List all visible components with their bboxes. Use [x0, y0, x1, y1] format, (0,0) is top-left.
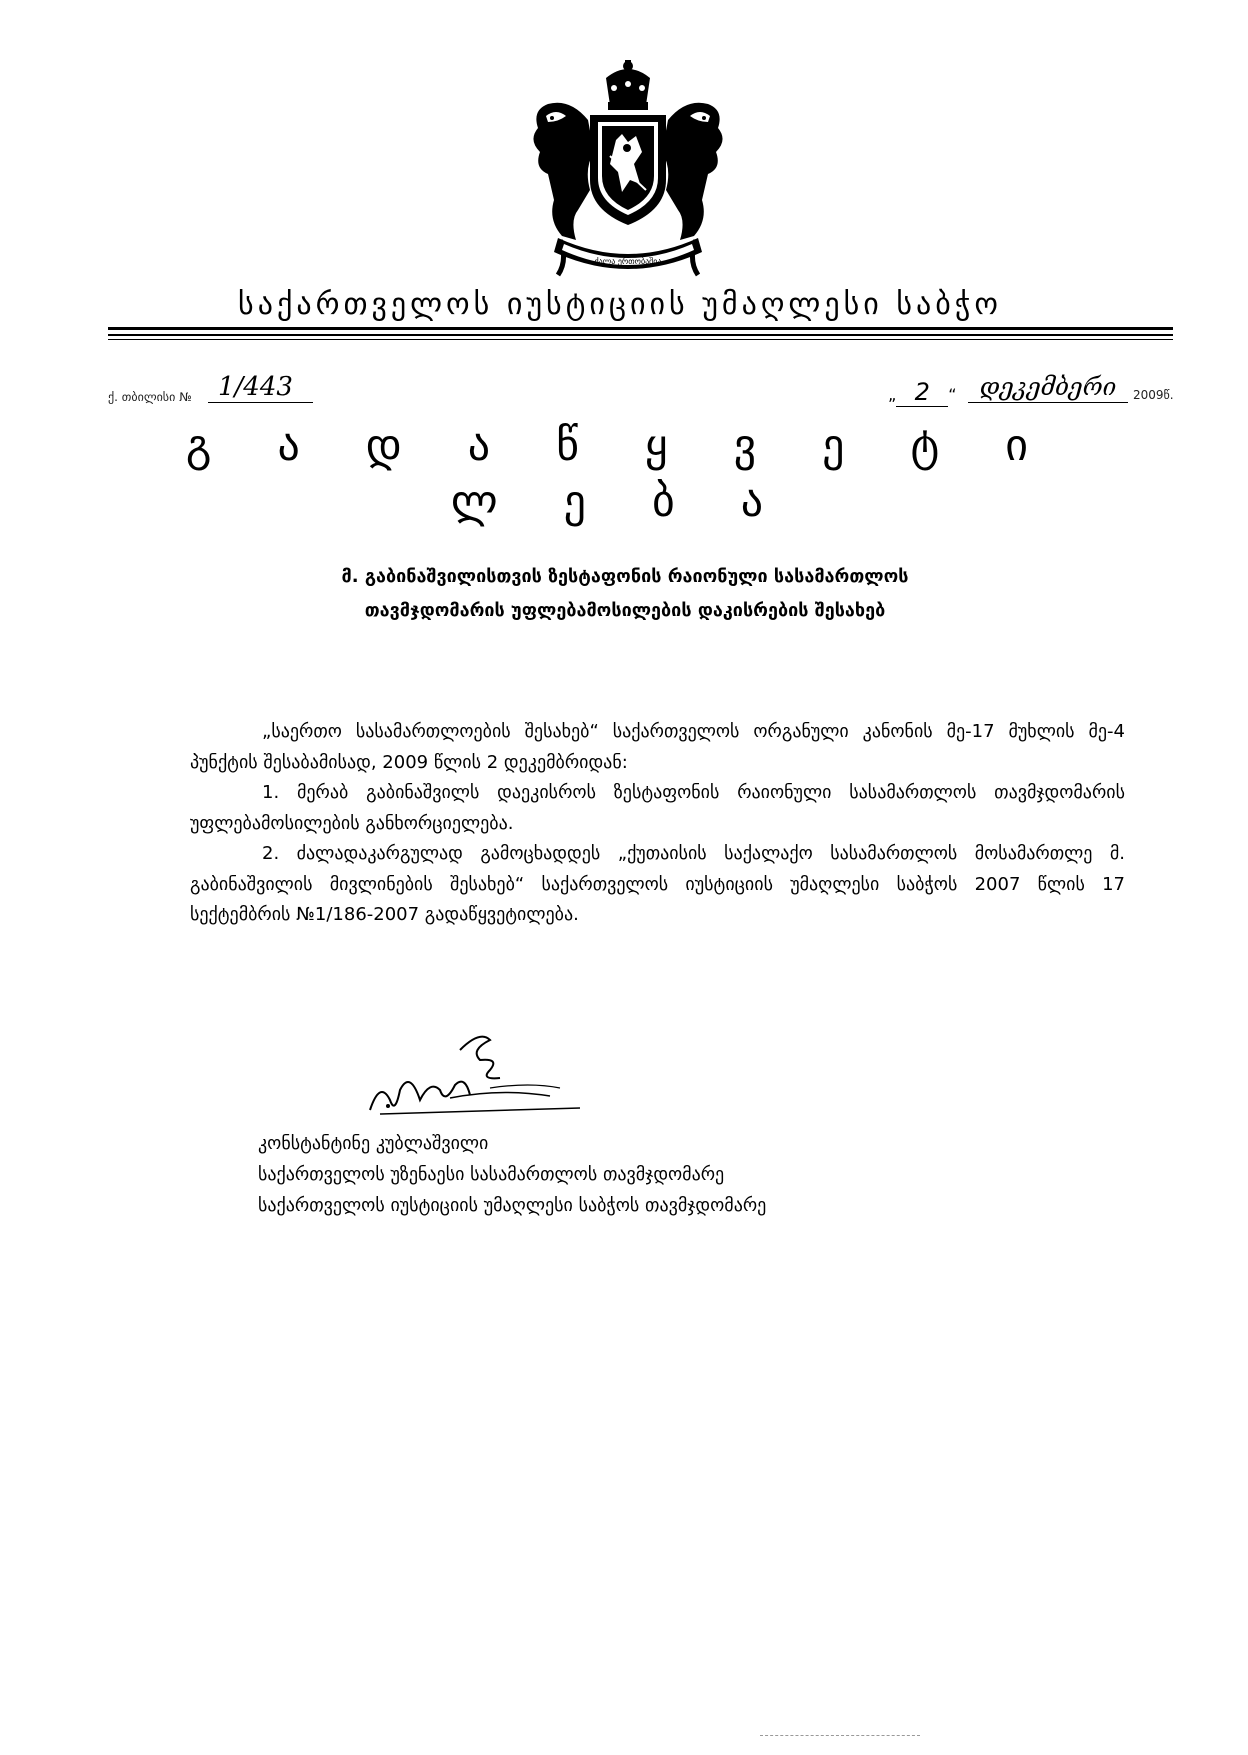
- header-rule-top: [108, 327, 1173, 330]
- registration-number: 1/443: [208, 372, 313, 403]
- registration-prefix: ქ. თბილისი №: [108, 390, 192, 404]
- organization-title: საქართველოს იუსტიციის უმაღლესი საბჭო: [238, 287, 1002, 322]
- body-paragraph-item-1: 1. მერაბ გაბინაშვილს დაეკისროს ზესტაფონის რაიონული სასამართლოს თავმჯდომარის უფლებამოსილების განხორციელება.: [190, 782, 1125, 834]
- body-paragraph-item-2: 2. ძალადაკარგულად გამოცხადდეს „ქუთაისის საქალაქო სასამართლოს მოსამართლე მ. გაბინაშვილის მივლინების შესახებ“ საქართველოს იუსტიციის უმაღლესი საბჭოს 2007 წლის 17 სექტემბრის №1/186-2007 გადაწყვეტილება.: [190, 843, 1125, 925]
- date-day-field: „ 2 “: [888, 378, 957, 406]
- body-paragraph-preamble: „საერთო სასამართლოების შესახებ“ საქართველოს ორგანული კანონის მე-17 მუხლის მე-4 პუნქტის შესაბამისად, 2009 წლის 2 დეკემბრიდან:: [190, 721, 1125, 773]
- signatory-position-1: საქართველოს უზენაესი სასამართლოს თავმჯდომარე: [258, 1164, 725, 1185]
- document-title: გ ა დ ა წ ყ ვ ე ტ ი ლ ე ბ ა: [185, 420, 1055, 527]
- motto-ribbon: [554, 238, 702, 269]
- date-day: 2: [896, 378, 948, 407]
- subject-line-1: მ. გაბინაშვილისთვის ზესტაფონის რაიონული სასამართლოს: [341, 566, 909, 587]
- shield-icon: [590, 115, 666, 225]
- date-month: დეკემბერი: [968, 372, 1128, 403]
- subject-line-2: თავმჯდომარის უფლებამოსილების დაკისრების შესახებ: [364, 600, 886, 621]
- registration-line: [108, 372, 1178, 412]
- signatory-position-2: საქართველოს იუსტიციის უმაღლესი საბჭოს თავმჯდომარე: [258, 1195, 767, 1216]
- signatory-block: [258, 1128, 1058, 1221]
- handwritten-signature: [340, 1030, 620, 1130]
- coat-of-arms-emblem: [518, 60, 738, 290]
- footer-scan-mark: [760, 1735, 920, 1736]
- document-body: [190, 717, 1125, 931]
- header-rule-bottom: [108, 339, 1173, 340]
- crown-icon: [606, 60, 650, 110]
- emblem-motto: ძალა ერთობაშია: [594, 257, 662, 266]
- signatory-name: კონსტანტინე კუბლაშვილი: [258, 1133, 489, 1154]
- date-year: 2009წ.: [1133, 388, 1174, 402]
- header-rule-middle: [108, 334, 1173, 336]
- document-subject: [240, 560, 1010, 628]
